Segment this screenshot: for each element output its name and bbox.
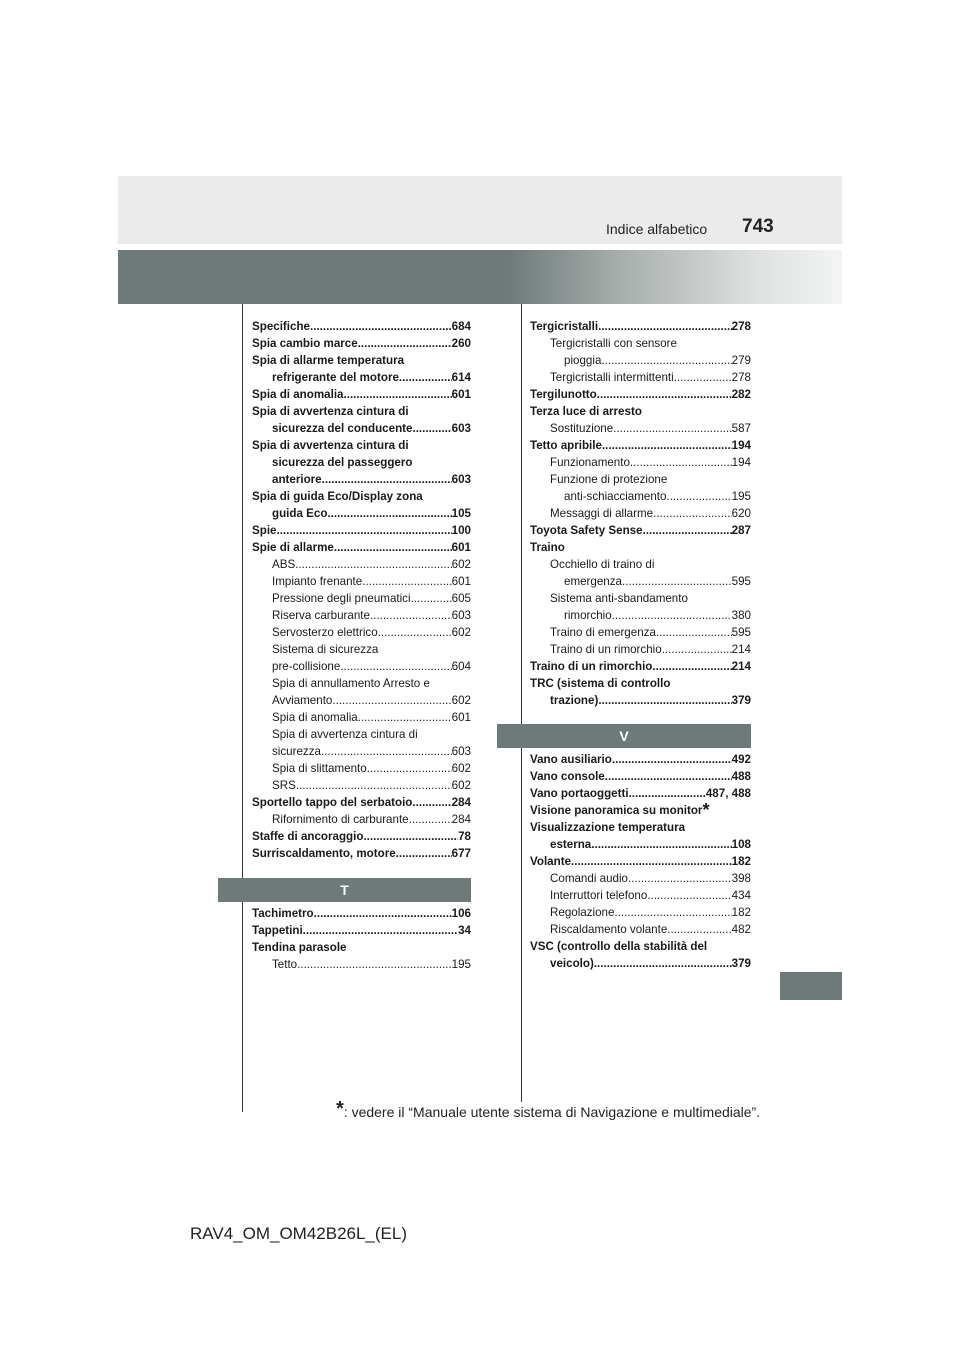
index-entry bbox=[252, 692, 471, 709]
index-entry-term: Regolazione bbox=[550, 906, 615, 919]
index-entry bbox=[530, 768, 751, 785]
leader-dots bbox=[643, 522, 732, 539]
leader-dots bbox=[303, 922, 458, 939]
index-entry bbox=[530, 887, 751, 904]
index-entry bbox=[252, 905, 471, 922]
index-column-left bbox=[252, 318, 471, 862]
leader-dots bbox=[378, 624, 452, 641]
index-entry bbox=[530, 641, 751, 658]
index-entry-term: Toyota Safety Sense bbox=[530, 524, 643, 537]
index-entry-page: 601 bbox=[451, 711, 471, 724]
index-entry-page: 34 bbox=[458, 924, 471, 937]
index-entry-term: Spia di slittamento bbox=[272, 762, 367, 775]
leader-dots bbox=[594, 955, 732, 972]
index-entry-page: 195 bbox=[451, 958, 471, 971]
leader-dots bbox=[629, 785, 706, 802]
index-entry-page: 278 bbox=[731, 371, 751, 384]
index-entry bbox=[530, 522, 751, 539]
index-entry bbox=[252, 743, 471, 760]
leader-dots bbox=[597, 386, 732, 403]
index-entry-page: 278 bbox=[731, 320, 751, 333]
leader-dots bbox=[656, 624, 732, 641]
leader-dots bbox=[297, 956, 452, 973]
index-entry bbox=[530, 573, 751, 590]
index-entry-page: 605 bbox=[451, 592, 471, 605]
index-entry-term: Tergicristalli bbox=[530, 320, 599, 333]
index-entry-page: 214 bbox=[731, 643, 751, 656]
index-entry bbox=[252, 335, 471, 352]
index-entry bbox=[252, 573, 471, 590]
index-entry-term: Pressione degli pneumatici bbox=[272, 592, 411, 605]
index-entry-page: 614 bbox=[451, 371, 471, 384]
index-entry-page: 380 bbox=[731, 609, 751, 622]
index-entry bbox=[252, 352, 471, 369]
leader-dots bbox=[605, 768, 732, 785]
index-entry-term: emergenza bbox=[564, 575, 623, 588]
leader-dots bbox=[411, 590, 452, 607]
leader-dots bbox=[321, 743, 452, 760]
index-entry bbox=[252, 828, 471, 845]
index-entry bbox=[252, 658, 471, 675]
index-entry-page: 284 bbox=[451, 796, 471, 809]
leader-dots bbox=[396, 845, 452, 862]
index-entry-term: Tetto bbox=[272, 958, 298, 971]
index-entry-term: anteriore bbox=[272, 473, 322, 486]
index-entry bbox=[252, 726, 471, 743]
index-entry-term: Impianto frenante bbox=[272, 575, 363, 588]
leader-dots bbox=[362, 573, 451, 590]
leader-dots bbox=[614, 904, 731, 921]
index-entry-term: Spia di anomalia bbox=[272, 711, 358, 724]
index-entry-term: Vano ausiliario bbox=[530, 753, 612, 766]
index-entry bbox=[252, 777, 471, 794]
index-entry bbox=[530, 454, 751, 471]
index-column-left-t bbox=[252, 905, 471, 973]
index-entry-term: Riscaldamento volante bbox=[550, 923, 668, 936]
index-entry-page: 106 bbox=[451, 907, 471, 920]
leader-dots bbox=[602, 437, 732, 454]
index-entry bbox=[252, 454, 471, 471]
index-entry bbox=[530, 556, 751, 573]
index-entry bbox=[252, 956, 471, 973]
index-entry bbox=[530, 590, 751, 607]
index-entry-page: 379 bbox=[731, 957, 751, 970]
footnote-marker: * bbox=[702, 800, 710, 820]
leader-dots bbox=[652, 658, 731, 675]
index-entry-term: rimorchio bbox=[564, 609, 612, 622]
index-entry bbox=[252, 522, 471, 539]
index-entry bbox=[252, 607, 471, 624]
index-entry-term: pre-collisione bbox=[272, 660, 341, 673]
index-entry-page: 487, 488 bbox=[705, 787, 751, 800]
index-entry bbox=[530, 751, 751, 768]
index-entry-page: 434 bbox=[731, 889, 751, 902]
index-entry-term: esterna bbox=[550, 838, 592, 851]
index-entry-page: 282 bbox=[731, 388, 751, 401]
index-entry-page: 279 bbox=[731, 354, 751, 367]
leader-dots bbox=[630, 454, 732, 471]
index-entry bbox=[530, 624, 751, 641]
leader-dots bbox=[571, 853, 732, 870]
index-entry-term: Tergicristalli con sensore bbox=[550, 337, 677, 350]
page-number: 743 bbox=[742, 216, 774, 237]
index-entry-page: 603 bbox=[451, 745, 471, 758]
index-entry-term: Surriscaldamento, motore bbox=[252, 847, 396, 860]
index-entry-page: 602 bbox=[451, 626, 471, 639]
index-entry-term: Spia di avvertenza cintura di bbox=[272, 728, 418, 741]
index-entry bbox=[530, 607, 751, 624]
index-entry bbox=[530, 505, 751, 522]
index-entry-term: Staffe di ancoraggio bbox=[252, 830, 364, 843]
index-entry bbox=[252, 811, 471, 828]
leader-dots bbox=[591, 836, 731, 853]
index-entry bbox=[252, 675, 471, 692]
index-entry-term: Visualizzazione temperatura bbox=[530, 821, 686, 834]
index-entry bbox=[530, 403, 751, 420]
index-entry-term: Riserva carburante bbox=[272, 609, 370, 622]
index-entry-page: 105 bbox=[451, 507, 471, 520]
index-entry bbox=[252, 556, 471, 573]
index-entry-term: Specifiche bbox=[252, 320, 310, 333]
index-entry-term: guida Eco bbox=[272, 507, 328, 520]
index-entry-page: 677 bbox=[451, 847, 471, 860]
index-entry-term: Spia di anomalia bbox=[252, 388, 344, 401]
index-entry-term: Interruttori telefono bbox=[550, 889, 648, 902]
index-entry-term: Rifornimento di carburante bbox=[272, 813, 409, 826]
index-entry-term: Avviamento bbox=[272, 694, 333, 707]
index-entry-term: Volante bbox=[530, 855, 572, 868]
leader-dots bbox=[370, 607, 452, 624]
index-entry bbox=[530, 692, 751, 709]
index-entry bbox=[530, 352, 751, 369]
index-entry bbox=[252, 437, 471, 454]
index-entry-term: Vano portaoggetti bbox=[530, 787, 629, 800]
index-entry-page: 604 bbox=[451, 660, 471, 673]
leader-dots bbox=[367, 760, 452, 777]
index-entry-term: TRC (sistema di controllo bbox=[530, 677, 671, 690]
leader-dots bbox=[358, 709, 452, 726]
index-entry bbox=[252, 318, 471, 335]
section-header-t: T bbox=[218, 878, 471, 902]
index-entry bbox=[530, 658, 751, 675]
leader-dots bbox=[344, 386, 452, 403]
index-entry bbox=[252, 505, 471, 522]
index-entry bbox=[530, 853, 751, 870]
leader-dots bbox=[612, 607, 732, 624]
index-entry-page: 78 bbox=[458, 830, 471, 843]
index-entry bbox=[530, 539, 751, 556]
leader-dots bbox=[653, 505, 732, 522]
leader-dots bbox=[613, 420, 731, 437]
index-entry-page: 194 bbox=[731, 439, 751, 452]
index-entry-term: Servosterzo elettrico bbox=[272, 626, 378, 639]
index-entry-page: 602 bbox=[451, 558, 471, 571]
index-entry-page: 284 bbox=[451, 813, 471, 826]
section-thumb-tab bbox=[780, 972, 842, 1000]
leader-dots bbox=[276, 522, 451, 539]
index-entry-page: 595 bbox=[731, 626, 751, 639]
left-column-rule bbox=[242, 304, 243, 1112]
index-entry-page: 492 bbox=[731, 753, 751, 766]
index-entry-term: Spie bbox=[252, 524, 277, 537]
index-entry bbox=[252, 488, 471, 505]
index-entry bbox=[252, 590, 471, 607]
index-entry-page: 602 bbox=[451, 762, 471, 775]
index-entry-page: 602 bbox=[451, 694, 471, 707]
index-entry-term: Funzione di protezione bbox=[550, 473, 668, 486]
index-entry bbox=[252, 709, 471, 726]
index-entry-term: Occhiello di traino di bbox=[550, 558, 655, 571]
index-entry-term: Spia di annullamento Arresto e bbox=[272, 677, 430, 690]
index-entry-term: Sostituzione bbox=[550, 422, 614, 435]
index-entry-term: Traino di emergenza bbox=[550, 626, 656, 639]
index-entry-term: anti-schiacciamento bbox=[564, 490, 667, 503]
leader-dots bbox=[399, 369, 452, 386]
index-entry bbox=[252, 760, 471, 777]
document-code: RAV4_OM_OM42B26L_(EL) bbox=[190, 1224, 408, 1243]
index-entry-term: Tergilunotto bbox=[530, 388, 597, 401]
leader-dots bbox=[667, 921, 731, 938]
index-entry-page: 108 bbox=[731, 838, 751, 851]
index-entry-term: veicolo) bbox=[550, 957, 594, 970]
leader-dots bbox=[598, 692, 731, 709]
index-entry-page: 601 bbox=[451, 541, 471, 554]
index-entry bbox=[530, 318, 751, 335]
index-entry-page: 620 bbox=[731, 507, 751, 520]
leader-dots bbox=[412, 420, 451, 437]
index-entry-term: Traino di un rimorchio bbox=[550, 643, 662, 656]
index-entry bbox=[530, 471, 751, 488]
index-entry bbox=[252, 794, 471, 811]
index-entry-term: Visione panoramica su monitor bbox=[530, 804, 703, 817]
index-entry bbox=[252, 471, 471, 488]
index-entry bbox=[252, 403, 471, 420]
index-entry-term: ABS bbox=[272, 558, 296, 571]
leader-dots bbox=[666, 488, 731, 505]
index-entry-page: 195 bbox=[731, 490, 751, 503]
index-entry-page: 398 bbox=[731, 872, 751, 885]
index-entry-term: Tendina parasole bbox=[252, 941, 347, 954]
index-entry-term: Comandi audio bbox=[550, 872, 628, 885]
index-entry bbox=[530, 955, 751, 972]
index-entry-term: Traino di un rimorchio bbox=[530, 660, 653, 673]
index-entry-term: Spia di guida Eco/Display zona bbox=[252, 490, 423, 503]
leader-dots bbox=[412, 794, 451, 811]
index-entry-term: SRS bbox=[272, 779, 296, 792]
index-entry bbox=[252, 845, 471, 862]
index-entry-term: pioggia bbox=[564, 354, 602, 367]
index-entry bbox=[530, 819, 751, 836]
leader-dots bbox=[314, 905, 452, 922]
index-entry-page: 488 bbox=[731, 770, 751, 783]
index-entry-term: Sistema di sicurezza bbox=[272, 643, 379, 656]
index-entry-term: Spia di allarme temperatura bbox=[252, 354, 405, 367]
index-entry bbox=[252, 922, 471, 939]
index-entry-page: 602 bbox=[451, 779, 471, 792]
index-entry-term: Sistema anti-sbandamento bbox=[550, 592, 688, 605]
index-entry-term: sicurezza del passeggero bbox=[272, 456, 413, 469]
index-entry bbox=[252, 420, 471, 437]
index-entry-term: Tergicristalli intermittenti bbox=[550, 371, 674, 384]
index-entry-page: 379 bbox=[731, 694, 751, 707]
leader-dots bbox=[296, 777, 452, 794]
index-entry-page: 287 bbox=[731, 524, 751, 537]
footnote-star: * bbox=[336, 1098, 344, 1120]
middle-column-rule bbox=[521, 304, 522, 1102]
leader-dots bbox=[601, 352, 731, 369]
index-column-right-v bbox=[530, 751, 751, 972]
index-entry-term: Messaggi di allarme bbox=[550, 507, 654, 520]
index-entry-term: VSC (controllo della stabilità del bbox=[530, 940, 708, 953]
index-entry bbox=[530, 836, 751, 853]
index-entry bbox=[530, 420, 751, 437]
leader-dots bbox=[409, 811, 452, 828]
index-entry bbox=[530, 386, 751, 403]
index-entry-page: 684 bbox=[451, 320, 471, 333]
index-entry-page: 100 bbox=[451, 524, 471, 537]
index-entry bbox=[530, 335, 751, 352]
index-entry-page: 603 bbox=[451, 609, 471, 622]
index-entry bbox=[530, 675, 751, 692]
index-entry-term: Funzionamento bbox=[550, 456, 630, 469]
index-entry-term: Sportello tappo del serbatoio bbox=[252, 796, 413, 809]
index-entry-page: 601 bbox=[451, 575, 471, 588]
leader-dots bbox=[322, 471, 452, 488]
index-entry-page: 603 bbox=[451, 422, 471, 435]
leader-dots bbox=[612, 751, 732, 768]
index-entry-term: Spia di avvertenza cintura di bbox=[252, 439, 409, 452]
index-entry-term: refrigerante del motore bbox=[272, 371, 399, 384]
footnote-text: : vedere il “Manuale utente sistema di Navigazione e multimediale”. bbox=[343, 1104, 761, 1120]
index-entry bbox=[252, 624, 471, 641]
index-entry-term: sicurezza bbox=[272, 745, 321, 758]
leader-dots bbox=[363, 828, 458, 845]
page-title: Indice alfabetico bbox=[606, 221, 708, 237]
index-entry bbox=[252, 386, 471, 403]
leader-dots bbox=[598, 318, 732, 335]
index-entry-term: Tachimetro bbox=[252, 907, 314, 920]
index-entry bbox=[252, 369, 471, 386]
index-entry bbox=[252, 539, 471, 556]
leader-dots bbox=[295, 556, 451, 573]
leader-dots bbox=[310, 318, 452, 335]
leader-dots bbox=[334, 539, 452, 556]
leader-dots bbox=[340, 658, 451, 675]
leader-dots bbox=[662, 641, 732, 658]
index-entry bbox=[530, 802, 751, 819]
index-entry-page: 482 bbox=[731, 923, 751, 936]
index-entry bbox=[530, 921, 751, 938]
leader-dots bbox=[647, 887, 731, 904]
section-header-v: V bbox=[497, 724, 751, 748]
index-entry-page: 260 bbox=[451, 337, 471, 350]
index-entry bbox=[530, 938, 751, 955]
index-entry-term: Spie di allarme bbox=[252, 541, 334, 554]
index-entry-page: 595 bbox=[731, 575, 751, 588]
leader-dots bbox=[327, 505, 451, 522]
index-entry bbox=[530, 488, 751, 505]
index-entry-term: trazione) bbox=[550, 694, 599, 707]
index-entry bbox=[530, 870, 751, 887]
index-entry-term: Tappetini bbox=[252, 924, 303, 937]
index-entry-term: Spia di avvertenza cintura di bbox=[252, 405, 409, 418]
index-entry-page: 182 bbox=[731, 855, 751, 868]
index-entry bbox=[252, 641, 471, 658]
index-entry bbox=[530, 369, 751, 386]
leader-dots bbox=[358, 335, 452, 352]
index-entry-term: Vano console bbox=[530, 770, 605, 783]
index-entry bbox=[530, 904, 751, 921]
index-entry bbox=[530, 437, 751, 454]
index-entry-term: Terza luce di arresto bbox=[530, 405, 642, 418]
header-band bbox=[118, 176, 842, 244]
index-entry-page: 603 bbox=[451, 473, 471, 486]
index-entry-term: Traino bbox=[530, 541, 565, 554]
leader-dots bbox=[332, 692, 451, 709]
leader-dots bbox=[674, 369, 732, 386]
index-entry-page: 601 bbox=[451, 388, 471, 401]
index-entry-term: sicurezza del conducente bbox=[272, 422, 413, 435]
leader-dots bbox=[622, 573, 732, 590]
index-entry bbox=[530, 785, 751, 802]
footnote bbox=[336, 1098, 760, 1121]
index-entry-page: 182 bbox=[731, 906, 751, 919]
index-entry-page: 214 bbox=[731, 660, 751, 673]
index-entry-term: Tetto apribile bbox=[530, 439, 602, 452]
index-entry-page: 587 bbox=[731, 422, 751, 435]
index-entry-term: Spia cambio marce bbox=[252, 337, 358, 350]
index-column-right bbox=[530, 318, 751, 709]
index-entry bbox=[252, 939, 471, 956]
index-entry-page: 194 bbox=[731, 456, 751, 469]
leader-dots bbox=[628, 870, 732, 887]
header-gradient-bar bbox=[118, 250, 842, 304]
